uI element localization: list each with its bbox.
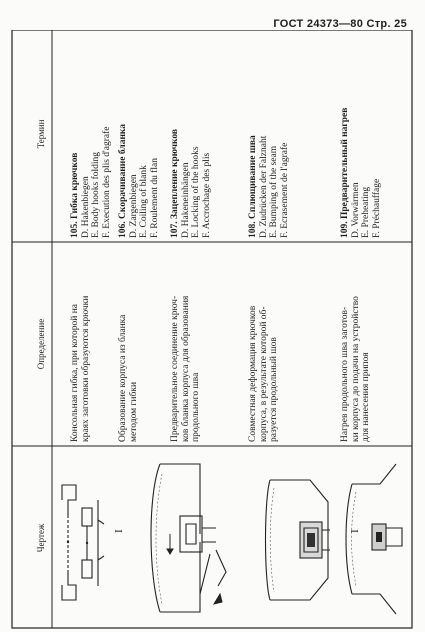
definition-line: разуется продольный шов <box>269 337 279 442</box>
definition-line: Образование корпуса из бланка <box>118 314 128 442</box>
definition-cell-109 <box>340 296 372 442</box>
term-cell-107 <box>170 129 212 238</box>
hook-locking-diagram <box>140 454 230 619</box>
definition-line: Консольная гибка, при которой на <box>70 304 80 442</box>
definition-line: для нанесения припоя <box>361 352 371 442</box>
term-fr: F. Execution des plis d'agrafe <box>101 126 112 238</box>
definition-line: методом гибки <box>128 381 139 442</box>
term-cell-108 <box>248 135 290 238</box>
definition-line: корпуса, в результате которой об- <box>258 306 269 442</box>
definition-cell-108 <box>248 306 280 442</box>
term-fr: F. Accrochage des plis <box>201 152 212 238</box>
term-title: 106. Скорачивание бланка <box>118 123 128 238</box>
term-title: 109. Предварительный нагрев <box>340 107 350 238</box>
terms-table <box>10 30 420 630</box>
term-fr: F. Préchauffage <box>371 178 382 238</box>
term-title: 105. Гибка крючков <box>70 152 80 238</box>
term-en: E. Locking of the hooks <box>191 146 201 238</box>
definition-line: ков бланка корпуса для образования <box>180 295 191 442</box>
term-de: D. Zargenbiegen <box>128 174 139 238</box>
hook-folding-diagram <box>54 460 114 625</box>
definition-line: продольного шва <box>191 372 201 442</box>
term-cell-109 <box>340 108 382 238</box>
seam-bumping-diagram <box>260 460 340 620</box>
definition-cell-105 <box>70 296 91 442</box>
term-en: E. Coiling of blank <box>139 165 149 238</box>
definition-cell-107 <box>170 296 202 442</box>
header-drawing: Чертеж <box>36 523 46 553</box>
definition-line: краях заготовки образуются крючки <box>80 295 91 442</box>
term-en: E. Body hooks folding <box>91 151 101 238</box>
term-fr: F. Ecrasement de l'agrafe <box>279 142 290 238</box>
term-en: E. Preheating <box>361 186 371 238</box>
term-title: 108. Сплющивание шва <box>248 135 258 238</box>
definition-cell-106 <box>118 315 139 442</box>
drawing-mark-106: I <box>113 529 125 533</box>
term-de: D. Hakeneinhängen <box>180 162 191 238</box>
definition-line: Предварительное соединение крюч- <box>170 295 180 442</box>
header-term: Термин <box>36 119 46 149</box>
term-title: 107. Зацепление крючков <box>170 128 180 238</box>
term-en: E. Bumping of the seam <box>269 145 279 238</box>
term-cell-106 <box>118 124 160 238</box>
header-definition: Определение <box>36 318 46 370</box>
term-fr: F. Roulement du flan <box>149 158 160 238</box>
definition-line: Нагрев продольного шва заготов- <box>340 306 350 442</box>
definition-line: Совместная деформация крючков <box>248 305 258 442</box>
drawing-mark-109: I <box>349 529 361 533</box>
definition-line: ки корпуса до подачи на устройство <box>350 296 361 442</box>
term-de: D. Hakenbiegen <box>80 176 91 238</box>
term-cell-105 <box>70 127 112 239</box>
preheating-diagram <box>340 454 410 624</box>
term-de: D. Vorwärmen <box>350 182 361 238</box>
term-de: D. Zudrücken der Falznaht <box>258 135 269 238</box>
page-header: ГОСТ 24373—80 Стр. 25 <box>273 18 407 30</box>
